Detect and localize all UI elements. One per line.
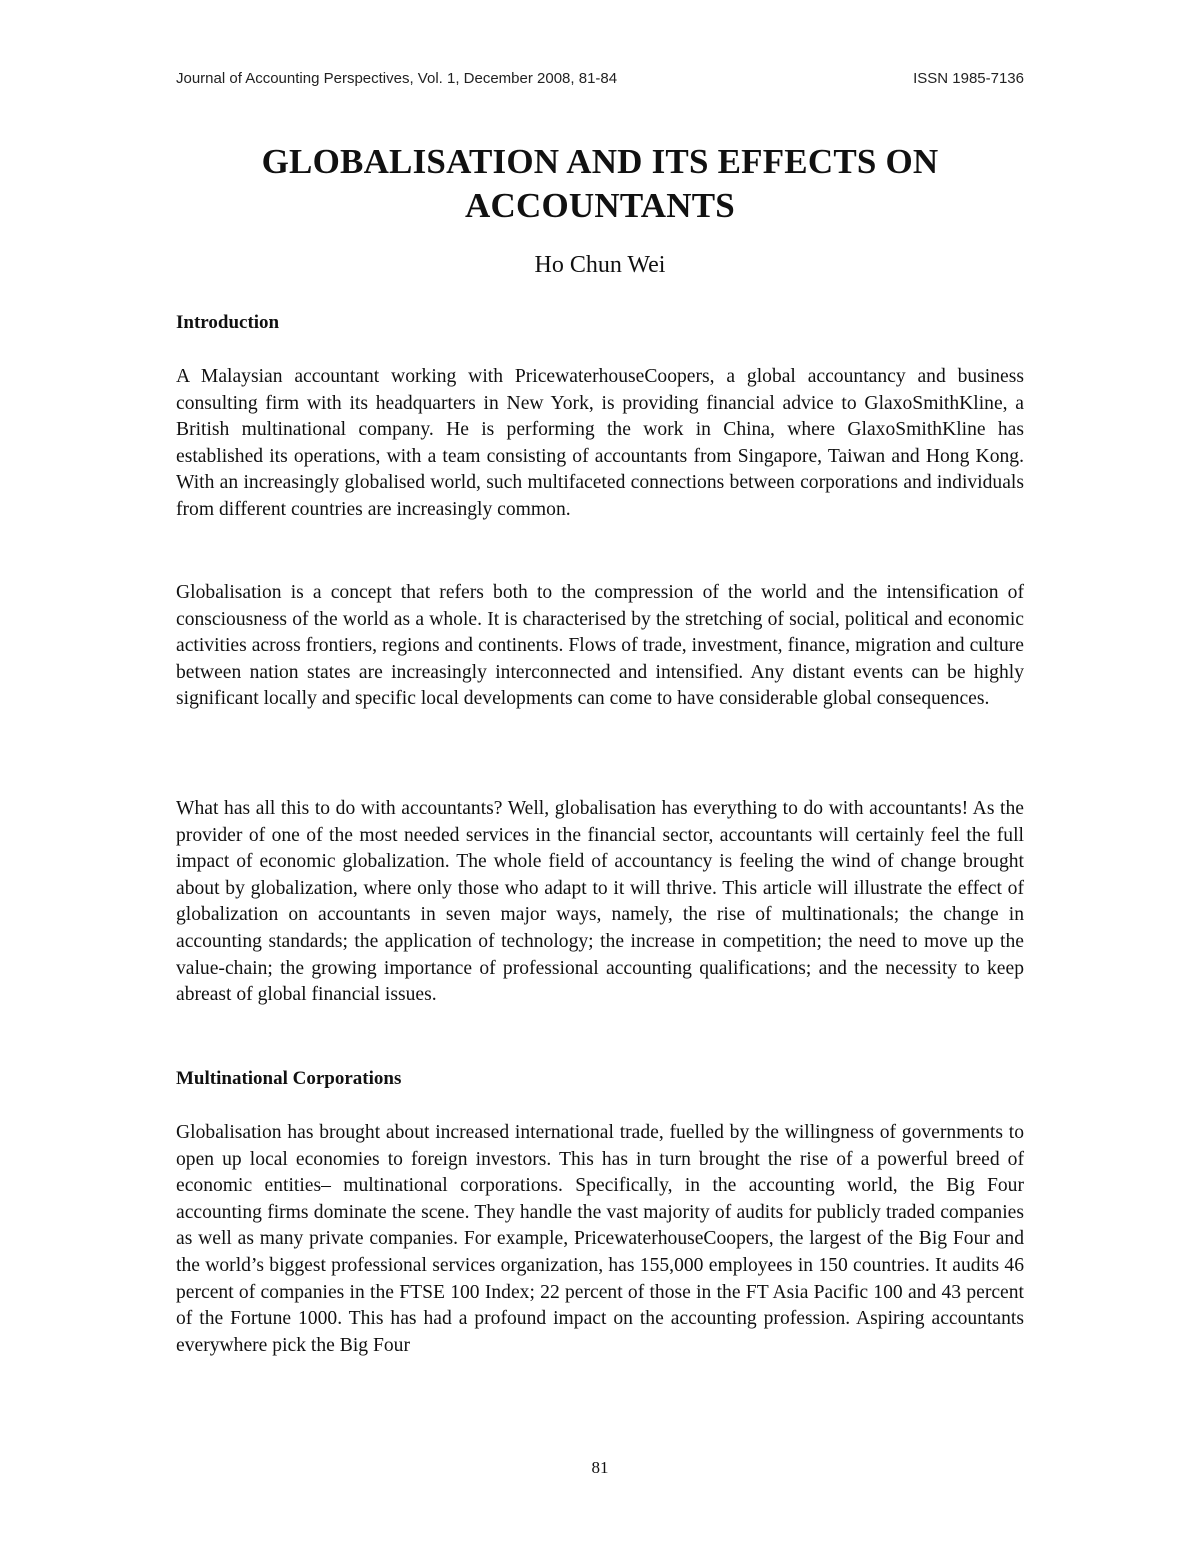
article-title [176,140,1024,228]
paragraph: What has all this to do with accountants? Well, globalisation has everything to do with accountants! As the provider of one of the most needed services in the financial sector, accountants will certainly feel the full impact of economic globalization. The whole field of accountancy is feeling the wind of change brought about by globalization, where only those who adapt to it will thrive. This article will illustrate the effect of globalization on accountants in seven major ways, namely, the rise of multinationals; the change in accounting standards; the application of technology; the increase in competition; the need to move up the value-chain; the growing importance of professional accounting qualifications; and the necessity to keep abreast of global financial issues. [176,798,1024,1006]
section-heading-multinational: Multinational Corporations [176,1068,402,1089]
paragraph: A Malaysian accountant working with PricewaterhouseCoopers, a global accountancy and business consulting firm with its headquarters in New York, is providing financial advice to GlaxoSmithKline, a British multinational company. He is performing the work in China, where GlaxoSmithKline has established its operations, with a team consisting of accountants from Singapore, Taiwan and Hong Kong. With an increasingly globalised world, such multifaceted connections between corporations and individuals from different countries are increasingly common. [176,366,1024,520]
paragraph: Globalisation has brought about increased international trade, fuelled by the willingness of governments to open up local economies to foreign investors. This has in turn brought the rise of a powerful breed of economic entities– multinational corporations. Specifically, in the accounting world, the Big Four accounting firms dominate the scene. They handle the vast majority of audits for publicly traded companies as well as many private companies. For example, PricewaterhouseCoopers, the largest of the Big Four and the world’s biggest professional services organization, has 155,000 employees in 150 countries. It audits 46 percent of companies in the FTSE 100 Index; 22 percent of those in the FT Asia Pacific 100 and 43 percent of the Fortune 1000. This has had a profound impact on the accounting profession. Aspiring accountants everywhere pick the Big Four [176,1122,1024,1356]
paragraph: Globalisation is a concept that refers both to the compression of the world and the intensification of consciousness of the world as a whole. It is characterised by the stretching of social, political and economic activities across frontiers, regions and continents. Flows of trade, investment, finance, migration and culture between nation states are increasingly interconnected and intensified. Any distant events can be highly significant locally and specific local developments can come to have considerable global consequences. [176,582,1024,710]
running-header [176,70,1024,92]
issn: ISSN 1985-7136 [913,70,1024,87]
page-number: 81 [591,1458,609,1477]
section-heading-introduction: Introduction [176,312,280,333]
article-title-text: GLOBALISATION AND ITS EFFECTS ON ACCOUNTANTS [261,142,939,225]
author-name: Ho Chun Wei [534,252,666,278]
journal-citation: Journal of Accounting Perspectives, Vol. 1, December 2008, 81-84 [176,70,618,87]
